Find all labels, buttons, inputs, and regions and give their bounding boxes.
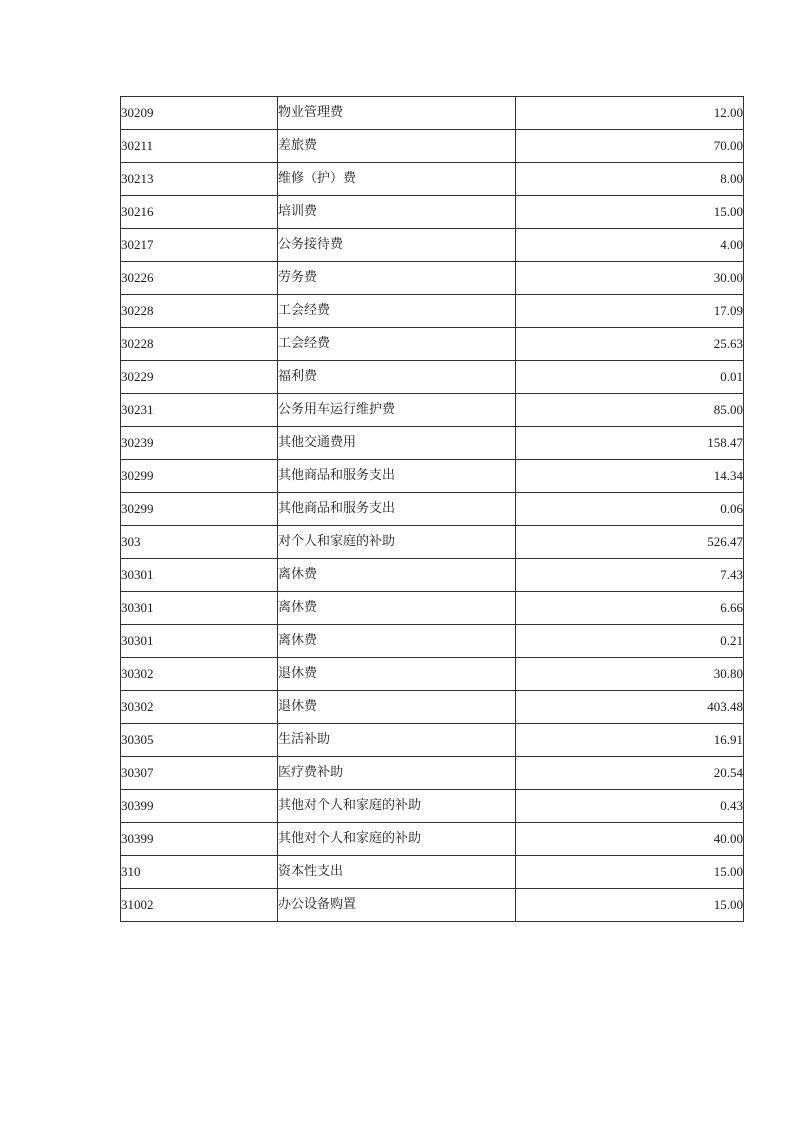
account-code-cell: 303: [121, 526, 278, 559]
table-row: [121, 295, 744, 328]
expenditure-table: [120, 96, 744, 922]
expenditure-table-body: [121, 97, 744, 922]
table-row: [121, 163, 744, 196]
account-name-cell: 工会经费: [278, 295, 516, 328]
account-code-cell: 310: [121, 856, 278, 889]
amount-cell: 20.54: [516, 757, 744, 790]
account-name-cell: 公务接待费: [278, 229, 516, 262]
amount-cell: 0.01: [516, 361, 744, 394]
table-row: [121, 229, 744, 262]
amount-cell: 30.80: [516, 658, 744, 691]
account-name-cell: 医疗费补助: [278, 757, 516, 790]
account-code-cell: 30216: [121, 196, 278, 229]
account-name-cell: 其他交通费用: [278, 427, 516, 460]
account-name-cell: 物业管理费: [278, 97, 516, 130]
account-name-cell: 办公设备购置: [278, 889, 516, 922]
table-row: [121, 328, 744, 361]
table-row: [121, 394, 744, 427]
amount-cell: 12.00: [516, 97, 744, 130]
account-code-cell: 30226: [121, 262, 278, 295]
table-row: [121, 262, 744, 295]
table-row: [121, 526, 744, 559]
account-name-cell: 福利费: [278, 361, 516, 394]
amount-cell: 0.21: [516, 625, 744, 658]
table-row: [121, 493, 744, 526]
account-name-cell: 维修（护）费: [278, 163, 516, 196]
account-code-cell: 31002: [121, 889, 278, 922]
amount-cell: 15.00: [516, 889, 744, 922]
amount-cell: 85.00: [516, 394, 744, 427]
table-row: [121, 889, 744, 922]
account-code-cell: 30229: [121, 361, 278, 394]
account-code-cell: 30211: [121, 130, 278, 163]
amount-cell: 25.63: [516, 328, 744, 361]
account-name-cell: 对个人和家庭的补助: [278, 526, 516, 559]
amount-cell: 0.06: [516, 493, 744, 526]
account-code-cell: 30305: [121, 724, 278, 757]
account-code-cell: 30239: [121, 427, 278, 460]
account-code-cell: 30299: [121, 460, 278, 493]
account-name-cell: 劳务费: [278, 262, 516, 295]
account-code-cell: 30301: [121, 592, 278, 625]
table-row: [121, 592, 744, 625]
table-row: [121, 856, 744, 889]
account-code-cell: 30299: [121, 493, 278, 526]
amount-cell: 0.43: [516, 790, 744, 823]
amount-cell: 17.09: [516, 295, 744, 328]
account-code-cell: 30302: [121, 691, 278, 724]
account-code-cell: 30399: [121, 823, 278, 856]
table-row: [121, 724, 744, 757]
table-row: [121, 361, 744, 394]
amount-cell: 158.47: [516, 427, 744, 460]
account-name-cell: 生活补助: [278, 724, 516, 757]
account-name-cell: 工会经费: [278, 328, 516, 361]
account-code-cell: 30231: [121, 394, 278, 427]
account-name-cell: 离休费: [278, 625, 516, 658]
account-name-cell: 资本性支出: [278, 856, 516, 889]
account-name-cell: 退休费: [278, 658, 516, 691]
amount-cell: 15.00: [516, 856, 744, 889]
account-code-cell: 30228: [121, 328, 278, 361]
table-row: [121, 460, 744, 493]
account-code-cell: 30301: [121, 559, 278, 592]
account-name-cell: 其他商品和服务支出: [278, 460, 516, 493]
table-row: [121, 97, 744, 130]
amount-cell: 403.48: [516, 691, 744, 724]
table-row: [121, 658, 744, 691]
account-code-cell: 30217: [121, 229, 278, 262]
account-name-cell: 其他商品和服务支出: [278, 493, 516, 526]
table-row: [121, 625, 744, 658]
account-name-cell: 其他对个人和家庭的补助: [278, 790, 516, 823]
amount-cell: 40.00: [516, 823, 744, 856]
table-row: [121, 790, 744, 823]
amount-cell: 8.00: [516, 163, 744, 196]
account-name-cell: 退休费: [278, 691, 516, 724]
account-name-cell: 其他对个人和家庭的补助: [278, 823, 516, 856]
account-code-cell: 30302: [121, 658, 278, 691]
account-code-cell: 30301: [121, 625, 278, 658]
amount-cell: 4.00: [516, 229, 744, 262]
account-name-cell: 差旅费: [278, 130, 516, 163]
account-code-cell: 30307: [121, 757, 278, 790]
amount-cell: 16.91: [516, 724, 744, 757]
table-row: [121, 757, 744, 790]
table-row: [121, 196, 744, 229]
account-code-cell: 30399: [121, 790, 278, 823]
account-name-cell: 公务用车运行维护费: [278, 394, 516, 427]
account-name-cell: 培训费: [278, 196, 516, 229]
amount-cell: 30.00: [516, 262, 744, 295]
amount-cell: 6.66: [516, 592, 744, 625]
table-row: [121, 559, 744, 592]
account-name-cell: 离休费: [278, 592, 516, 625]
table-row: [121, 691, 744, 724]
amount-cell: 526.47: [516, 526, 744, 559]
amount-cell: 7.43: [516, 559, 744, 592]
account-code-cell: 30209: [121, 97, 278, 130]
table-row: [121, 427, 744, 460]
amount-cell: 70.00: [516, 130, 744, 163]
table-row: [121, 130, 744, 163]
account-code-cell: 30228: [121, 295, 278, 328]
table-row: [121, 823, 744, 856]
account-name-cell: 离休费: [278, 559, 516, 592]
amount-cell: 14.34: [516, 460, 744, 493]
account-code-cell: 30213: [121, 163, 278, 196]
amount-cell: 15.00: [516, 196, 744, 229]
